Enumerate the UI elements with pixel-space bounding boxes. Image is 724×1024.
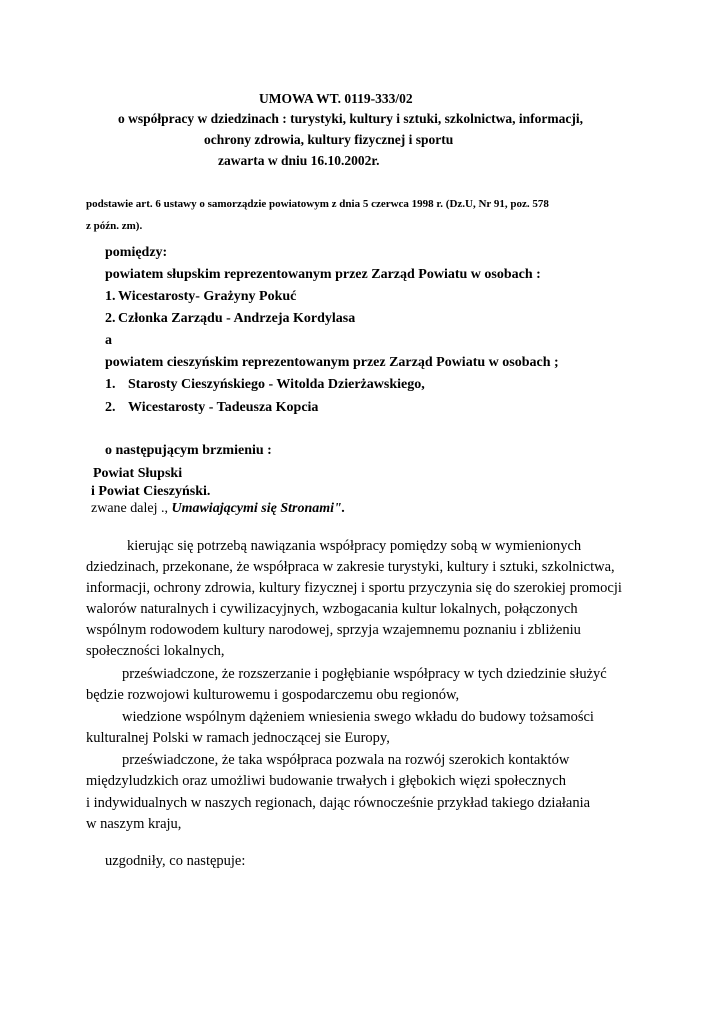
party2-member-number: 2.	[105, 400, 116, 415]
called-term: Umawiającymi się Stronami".	[171, 501, 346, 516]
party1-member-number: 2.	[105, 311, 116, 326]
between-label: pomiędzy:	[105, 245, 168, 260]
preamble-line: informacji, ochrony zdrowia, kultury fizycznej i sportu przyczynia się do szerokiej promocji	[86, 580, 622, 596]
preamble-line: kierując się potrzebą nawiązania współpracy pomiędzy sobą w wymienionych	[127, 538, 582, 554]
preamble-line: międzyludzkich oraz umożliwi budowanie trwałych i głębokich więzi społecznych	[86, 773, 566, 789]
preamble-line: walorów naturalnych i cywilizacyjnych, wzbogacania kultur lokalnych, połączonych	[86, 601, 578, 617]
called-line	[91, 501, 345, 517]
preamble-line: będzie rozwojowi kulturowemu i gospodarczemu obu regionów,	[86, 687, 460, 703]
document-date-line: zawarta w dniu 16.10.2002r.	[218, 153, 380, 168]
following-content-label: o następującym brzmieniu :	[105, 443, 272, 458]
party1-member-name: Wicestarosty- Grażyny Pokuć	[118, 289, 297, 304]
legal-basis-line2: z późn. zm).	[86, 220, 143, 232]
party2-member-number: 1.	[105, 377, 116, 392]
preamble-line: przeświadczone, że rozszerzanie i pogłębianie współpracy w tych dziedzinie służyć	[122, 666, 607, 682]
named-party-line2: i Powiat Cieszyński.	[91, 484, 211, 499]
named-party-line1: Powiat Słupski	[93, 466, 183, 481]
preamble-line: dziedzinach, przekonane, że współpraca w zakresie turystyki, kultury i sztuki, szkolnictwa,	[86, 559, 615, 575]
document-title: UMOWA WT. 0119-333/02	[259, 91, 413, 106]
preamble-line: przeświadczone, że taka współpraca pozwala na rozwój szerokich kontaktów	[122, 752, 570, 768]
and-conjunction: a	[105, 333, 112, 348]
preamble-line: kulturalnej Polski w ramach jednoczącej sie Europy,	[86, 730, 390, 746]
party2-intro: powiatem cieszyńskim reprezentowanym przez Zarząd Powiatu w osobach ;	[105, 355, 559, 370]
party1-member-name: Członka Zarządu - Andrzeja Kordylasa	[118, 311, 356, 326]
document-subtitle-line1: o współpracy w dziedzinach : turystyki, kultury i sztuki, szkolnictwa, informacji,	[118, 111, 584, 126]
closing-statement: uzgodniły, co następuje:	[105, 853, 246, 869]
document-subtitle-line2: ochrony zdrowia, kultury fizycznej i sportu	[204, 132, 454, 147]
party2-member-name: Starosty Cieszyńskiego - Witolda Dzierżawskiego,	[128, 377, 425, 392]
party1-member-number: 1.	[105, 289, 116, 304]
preamble-line: społeczności lokalnych,	[86, 643, 225, 659]
preamble-line: wiedzione wspólnym dążeniem wniesienia swego wkładu do budowy tożsamości	[122, 709, 594, 725]
preamble-line: w naszym kraju,	[86, 816, 182, 832]
party2-member-name: Wicestarosty - Tadeusza Kopcia	[128, 400, 319, 415]
legal-basis-line1: podstawie art. 6 ustawy o samorządzie powiatowym z dnia 5 czerwca 1998 r. (Dz.U, Nr 91, poz. 578	[86, 198, 549, 210]
preamble-line: i indywidualnych w naszych regionach, dając równocześnie przykład takiego działania	[86, 795, 591, 811]
party1-intro: powiatem słupskim reprezentowanym przez Zarząd Powiatu w osobach :	[105, 267, 541, 282]
called-prefix: zwane dalej .,	[91, 501, 168, 516]
preamble-line: wspólnym rodowodem kultury narodowej, sprzyja wzajemnemu poznaniu i zbliżeniu	[86, 622, 581, 638]
